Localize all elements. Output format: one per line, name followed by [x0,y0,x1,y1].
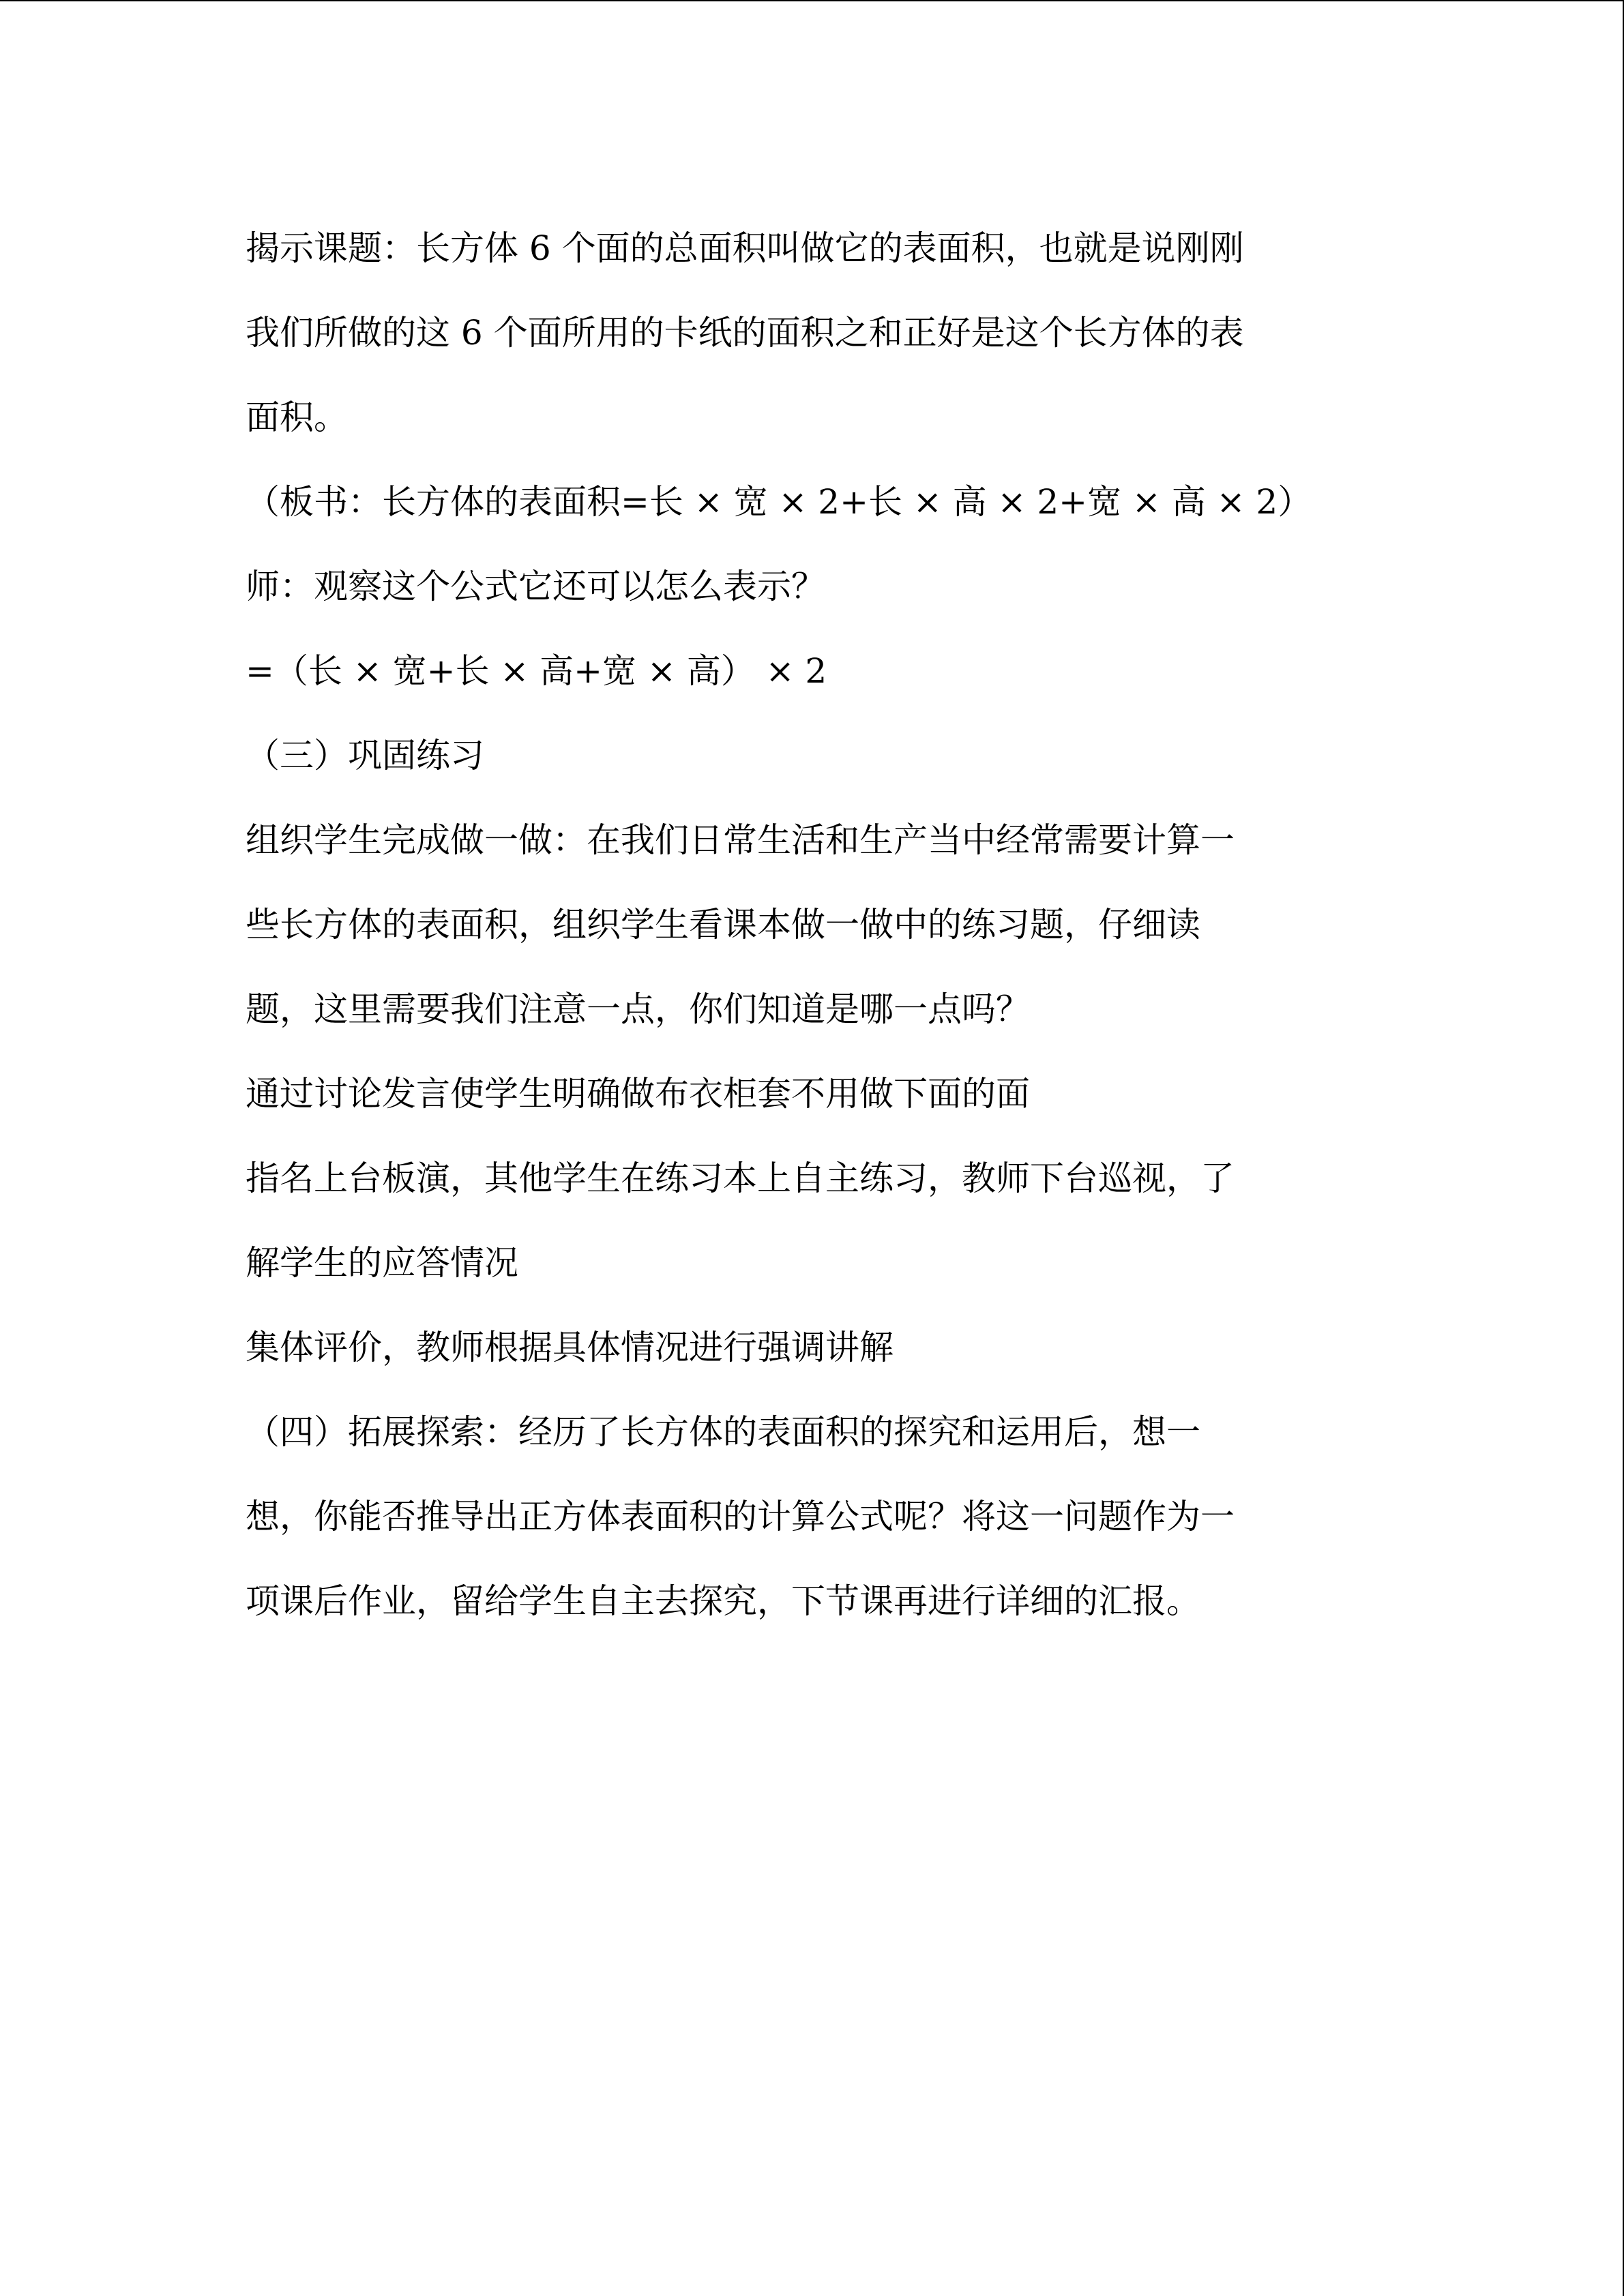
section-heading: （三）巩固练习 [246,736,484,775]
text-line: 指名上台板演，其他学生在练习本上自主练习，教师下台巡视，了 [246,1159,1235,1198]
text-line: 揭示课题：长方体 6 个面的总面积叫做它的表面积，也就是说刚刚 [246,228,1244,268]
text-line: 师：观察这个公式它还可以怎么表示？ [246,567,825,606]
text-line: （板书：长方体的表面积=长 × 宽 × 2+长 × 高 × 2+宽 × 高 × 2） [246,482,1312,522]
text-line: 通过讨论发言使学生明确做布衣柜套不用做下面的面 [246,1074,1030,1114]
text-line: 解学生的应答情况 [246,1243,518,1283]
text-line: 项课后作业，留给学生自主去探究，下节课再进行详细的汇报。 [246,1581,1200,1621]
text-line: 想，你能否推导出正方体表面积的计算公式呢？将这一问题作为一 [246,1497,1235,1536]
text-line: =（长 × 宽+长 × 高+宽 × 高） × 2 [246,651,827,691]
text-line: 面积。 [246,398,348,437]
text-line: 集体评价，教师根据具体情况进行强调讲解 [246,1328,894,1367]
document-body [246,206,1364,1643]
text-line: 题，这里需要我们注意一点，你们知道是哪一点吗？ [246,989,1030,1029]
section-heading: （四）拓展探索：经历了长方体的表面积的探究和运用后，想一 [246,1412,1200,1452]
text-line: 些长方体的表面积，组织学生看课本做一做中的练习题，仔细读 [246,905,1200,944]
text-line: 组织学生完成做一做：在我们日常生活和生产当中经常需要计算一 [246,820,1235,860]
text-line: 我们所做的这 6 个面所用的卡纸的面积之和正好是这个长方体的表 [246,313,1244,353]
